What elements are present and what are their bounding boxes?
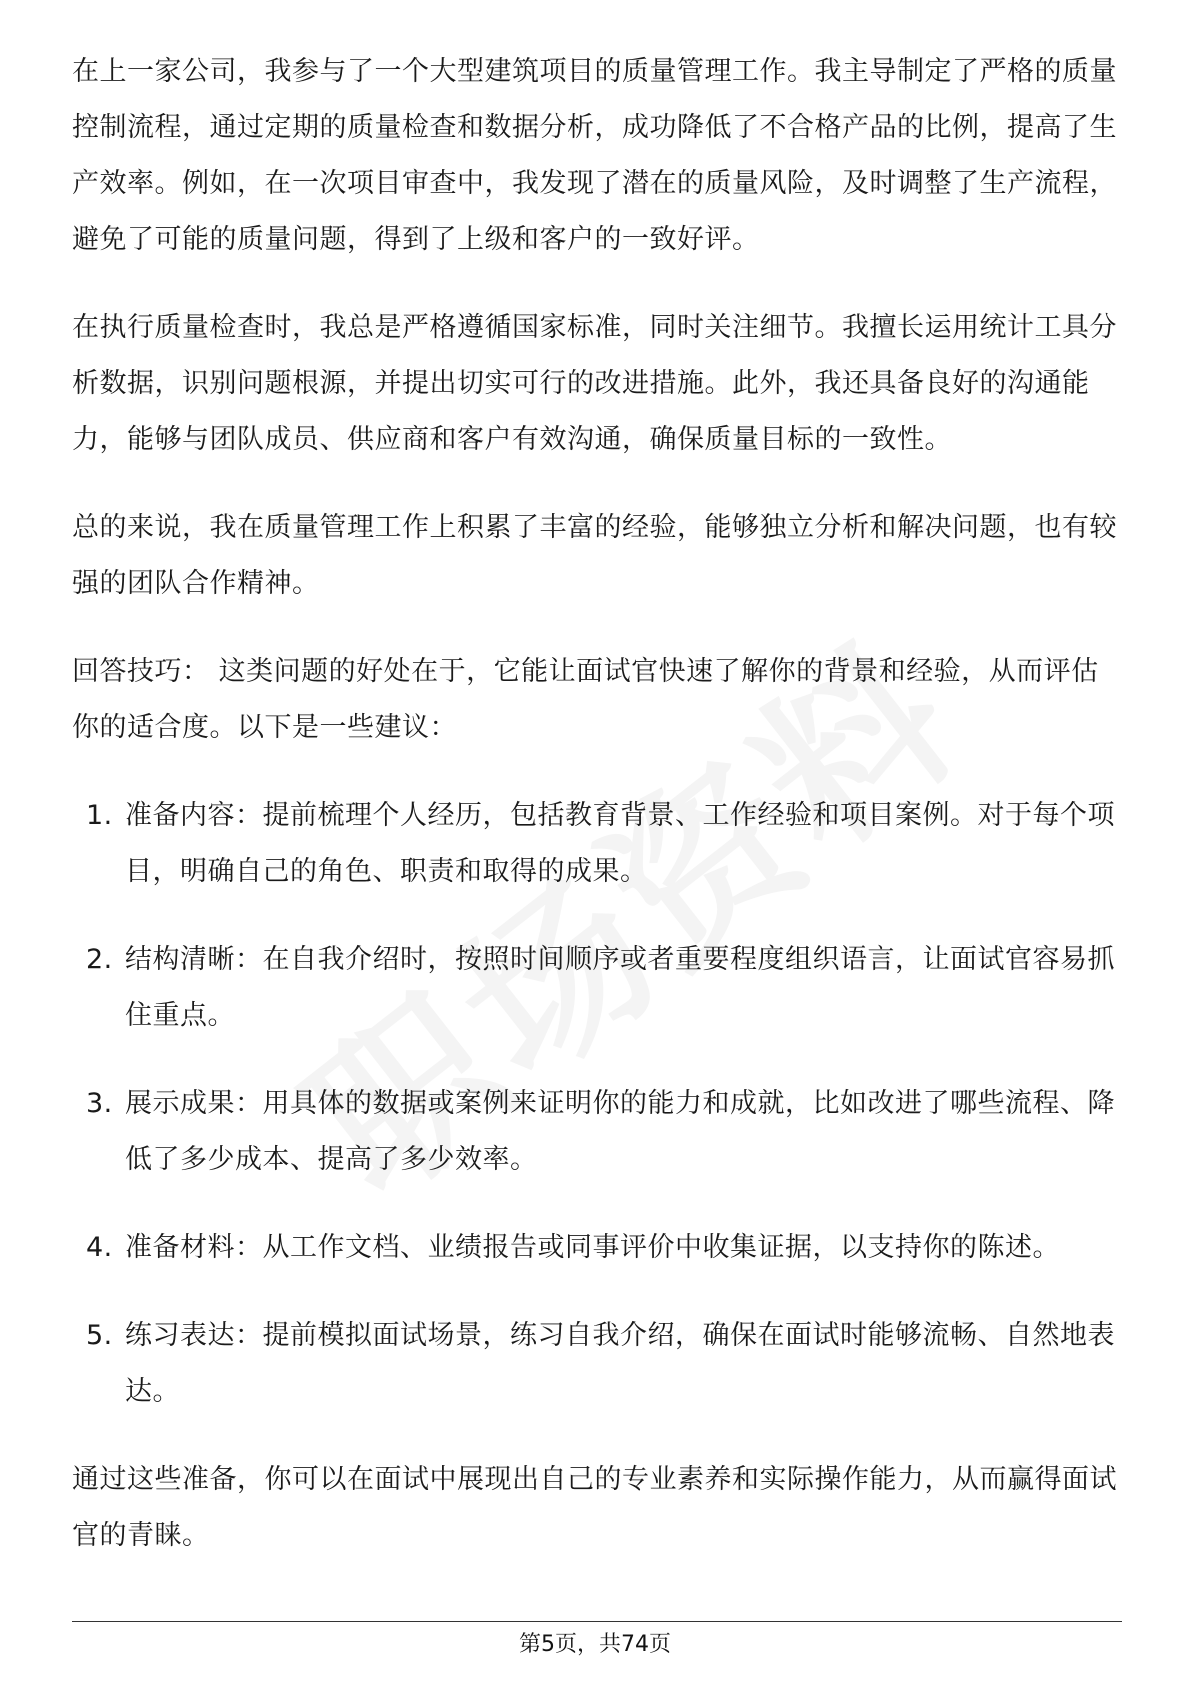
list-number: 3.: [86, 1088, 113, 1119]
list-text: 展示成果：用具体的数据或案例来证明你的能力和成就，比如改进了哪些流程、降低了多少成本、提高了多少效率。: [125, 1088, 1115, 1175]
document-body: [72, 44, 1122, 1596]
list-item: [72, 932, 1122, 1044]
footer-divider: [72, 1621, 1122, 1622]
tips-list: [72, 788, 1122, 1420]
list-item: [72, 1308, 1122, 1420]
page-number: 第5页，共74页: [519, 1632, 671, 1657]
paragraph-summary: 总的来说，我在质量管理工作上积累了丰富的经验，能够独立分析和解决问题，也有较强的团队合作精神。: [72, 512, 1117, 599]
list-text: 结构清晰：在自我介绍时，按照时间顺序或者重要程度组织语言，让面试官容易抓住重点。: [125, 944, 1115, 1031]
list-number: 1.: [86, 800, 113, 831]
list-item: [72, 788, 1122, 900]
list-item: [72, 1220, 1122, 1276]
paragraph-experience: 在上一家公司，我参与了一个大型建筑项目的质量管理工作。我主导制定了严格的质量控制流程，通过定期的质量检查和数据分析，成功降低了不合格产品的比例，提高了生产效率。例如，在一次项目审查中，我发现了潜在的质量风险，及时调整了生产流程，避免了可能的质量问题，得到了上级和客户的一致好评。: [72, 56, 1117, 255]
list-text: 练习表达：提前模拟面试场景，练习自我介绍，确保在面试时能够流畅、自然地表达。: [125, 1320, 1115, 1407]
paragraph-tips-intro: 回答技巧： 这类问题的好处在于，它能让面试官快速了解你的背景和经验，从而评估你的适合度。以下是一些建议：: [72, 656, 1099, 743]
list-text: 准备内容：提前梳理个人经历，包括教育背景、工作经验和项目案例。对于每个项目，明确自己的角色、职责和取得的成果。: [125, 800, 1115, 887]
list-text: 准备材料：从工作文档、业绩报告或同事评价中收集证据，以支持你的陈述。: [125, 1232, 1060, 1263]
paragraph-skills: 在执行质量检查时，我总是严格遵循国家标准，同时关注细节。我擅长运用统计工具分析数据，识别问题根源，并提出切实可行的改进措施。此外，我还具备良好的沟通能力，能够与团队成员、供应商和客户有效沟通，确保质量目标的一致性。: [72, 312, 1117, 455]
list-item: [72, 1076, 1122, 1188]
paragraph-conclusion: 通过这些准备，你可以在面试中展现出自己的专业素养和实际操作能力，从而赢得面试官的青睐。: [72, 1464, 1117, 1551]
list-number: 5.: [86, 1320, 113, 1351]
list-number: 2.: [86, 944, 113, 975]
list-number: 4.: [86, 1232, 113, 1263]
